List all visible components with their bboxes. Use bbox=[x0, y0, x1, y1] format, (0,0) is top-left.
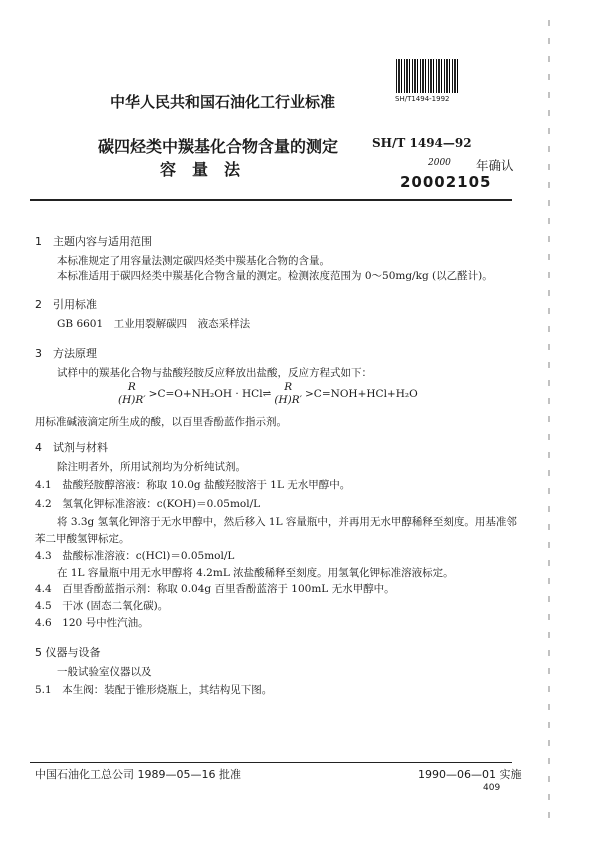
page-number: 409 bbox=[483, 783, 501, 793]
r-group: R bbox=[284, 381, 293, 393]
paragraph: 苯二甲酸氢钾标定。 bbox=[35, 533, 130, 545]
paragraph: 一般试验室仪器以及 bbox=[57, 666, 152, 678]
item-4-4: 4.4 百里香酚蓝指示剂：称取 0.04g 百里香酚蓝溶于 100mL 无水甲醇中。 bbox=[35, 583, 395, 595]
confirm-label: 年确认 bbox=[476, 158, 514, 173]
paragraph: 用标准碱液滴定所生成的酸，以百里香酚蓝作指示剂。 bbox=[35, 416, 287, 428]
org-title: 中华人民共和国石油化工行业标准 bbox=[110, 93, 336, 111]
item-4-3: 4.3 盐酸标准溶液：c(HCl)＝0.05mol/L bbox=[35, 550, 235, 562]
paragraph: 本标准适用于碳四烃类中羰基化合物含量的测定。检测浓度范围为 0～50mg/kg (以乙醛计)。 bbox=[57, 270, 493, 282]
scan-edge bbox=[548, 20, 550, 820]
paragraph: 试样中的羰基化合物与盐酸羟胺反应释放出盐酸，反应方程式如下： bbox=[57, 367, 372, 379]
section-1-heading: 1 主题内容与适用范围 bbox=[35, 235, 152, 248]
hr-group: (H)R′ bbox=[274, 394, 302, 406]
section-4-heading: 4 试剂与材料 bbox=[35, 441, 108, 454]
header-rule bbox=[30, 199, 512, 201]
standard-number: SH/T 1494—92 bbox=[372, 136, 472, 150]
paragraph: 在 1L 容量瓶中用无水甲醇将 4.2mL 浓盐酸稀释至刻度。用氢氧化钾标准溶液标定。 bbox=[57, 567, 454, 579]
r-group: R bbox=[127, 381, 136, 393]
section-3-heading: 3 方法原理 bbox=[35, 347, 97, 360]
barcode-label: SH/T1494-1992 bbox=[395, 95, 450, 103]
paragraph: 本标准规定了用容量法测定碳四烃类中羰基化合物的含量。 bbox=[57, 255, 330, 267]
stamp-number: 20002105 bbox=[400, 173, 492, 191]
approval-date: 中国石油化工总公司 1989—05—16 批准 bbox=[35, 768, 241, 781]
effective-date: 1990—06—01 实施 bbox=[418, 768, 522, 781]
equation-left: >C=O+NH₂OH · HCl⇌ bbox=[148, 388, 272, 400]
equation-right: >C=NOH+HCl+H₂O bbox=[305, 388, 418, 400]
item-4-5: 4.5 干冰 (固态二氧化碳)。 bbox=[35, 600, 169, 612]
paragraph: 除注明者外，所用试剂均为分析纯试剂。 bbox=[57, 461, 246, 473]
section-2-heading: 2 引用标准 bbox=[35, 298, 97, 311]
hr-group: (H)R′ bbox=[118, 394, 146, 406]
substituents-right bbox=[274, 381, 302, 407]
substituents-left bbox=[118, 381, 146, 407]
paragraph: GB 6601 工业用裂解碳四 液态采样法 bbox=[57, 318, 251, 330]
footer-rule bbox=[30, 762, 512, 763]
doc-title: 碳四烃类中羰基化合物含量的测定 bbox=[98, 137, 339, 156]
reaction-equation bbox=[118, 381, 418, 407]
item-4-6: 4.6 120 号中性汽油。 bbox=[35, 617, 149, 629]
barcode bbox=[396, 59, 458, 93]
paragraph: 将 3.3g 氢氧化钾溶于无水甲醇中，然后移入 1L 容量瓶中，并再用无水甲醇稀释至刻度。用基准邻 bbox=[57, 516, 517, 528]
item-4-2: 4.2 氢氧化钾标准溶液：c(KOH)＝0.05mol/L bbox=[35, 498, 261, 510]
section-5-heading: 5 仪器与设备 bbox=[35, 646, 101, 659]
item-4-1: 4.1 盐酸羟胺醇溶液：称取 10.0g 盐酸羟胺溶于 1L 无水甲醇中。 bbox=[35, 479, 351, 491]
doc-subtitle: 容 量 法 bbox=[160, 160, 241, 179]
confirm-year: 2000 bbox=[428, 158, 451, 168]
item-5-1: 5.1 本生阀：装配于锥形烧瓶上，其结构见下图。 bbox=[35, 684, 273, 696]
